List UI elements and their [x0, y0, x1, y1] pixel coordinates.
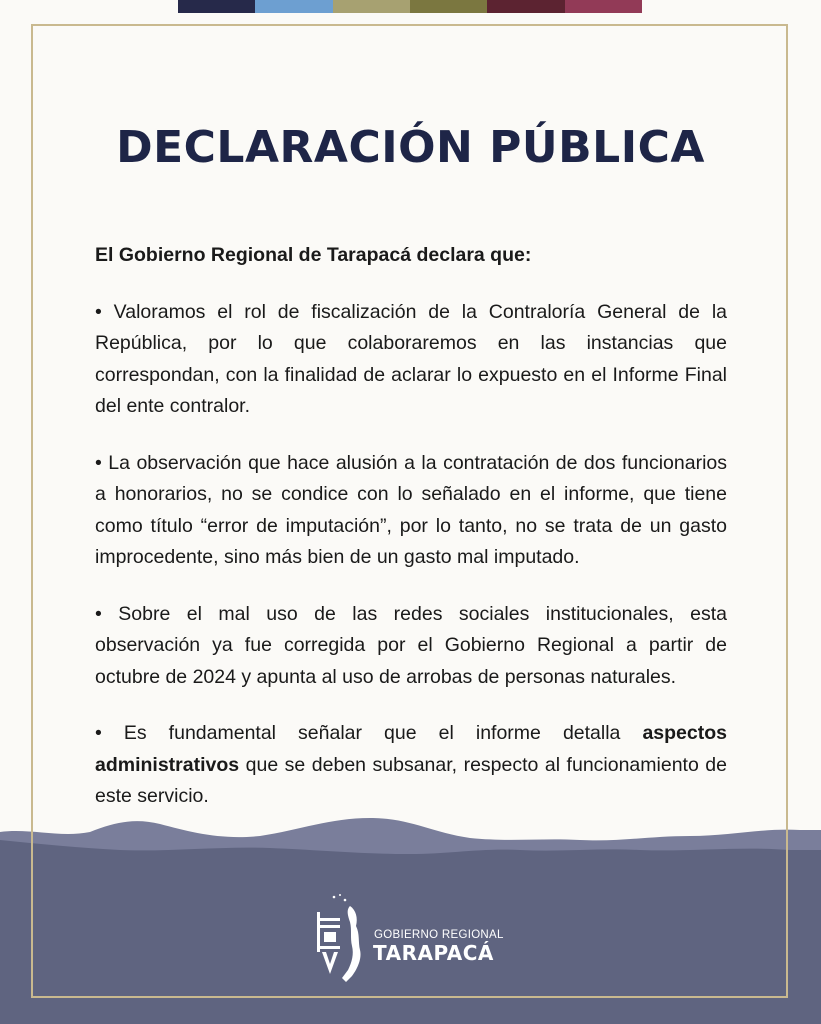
stripe-rose: [565, 0, 642, 13]
paragraph-1: • Valoramos el rol de fiscalización de la Contraloría General de la República, por lo que colaboraremos en las instancias que correspondan, con la finalidad de aclarar lo expuesto en el Informe Final del ente contralor.: [95, 300, 727, 417]
declaration-body: [95, 240, 727, 838]
logo-line-1: GOBIERNO REGIONAL: [374, 929, 504, 941]
intro-line: El Gobierno Regional de Tarapacá declara que:: [95, 244, 532, 266]
paragraph-4-start: • Es fundamental señalar que el informe detalla: [95, 722, 643, 744]
stripe-maroon: [487, 0, 564, 13]
stripe-blue: [255, 0, 332, 13]
stripe-navy: [178, 0, 255, 13]
paragraph-3: • Sobre el mal uso de las redes sociales institucionales, esta observación ya fue corregida por el Gobierno Regional a partir de octubre de 2024 y apunta al uso de arrobas de personas naturales.: [95, 602, 727, 688]
stripe-olive: [410, 0, 487, 13]
paragraph-4-end: que se deben subsanar, respecto al funcionamiento de este servicio.: [95, 753, 727, 807]
page-title: DECLARACIÓN PÚBLICA: [116, 122, 705, 173]
paragraph-4: [95, 718, 727, 813]
paragraph-4-emphasis: aspectos administrativos: [95, 722, 727, 776]
logo-line-2: TARAPACÁ: [373, 941, 494, 965]
stripe-khaki: [333, 0, 410, 13]
color-stripes: [178, 0, 642, 13]
gobierno-regional-logo: [312, 892, 522, 984]
paragraph-2: • La observación que hace alusión a la contratación de dos funcionarios a honorarios, no se condice con lo señalado en el informe, que tiene como título “error de imputación”, por lo tanto, no se trata de un gasto improcedente, sino más bien de un gasto mal imputado.: [95, 451, 727, 568]
tarapaca-region-emblem-icon: [312, 892, 372, 984]
